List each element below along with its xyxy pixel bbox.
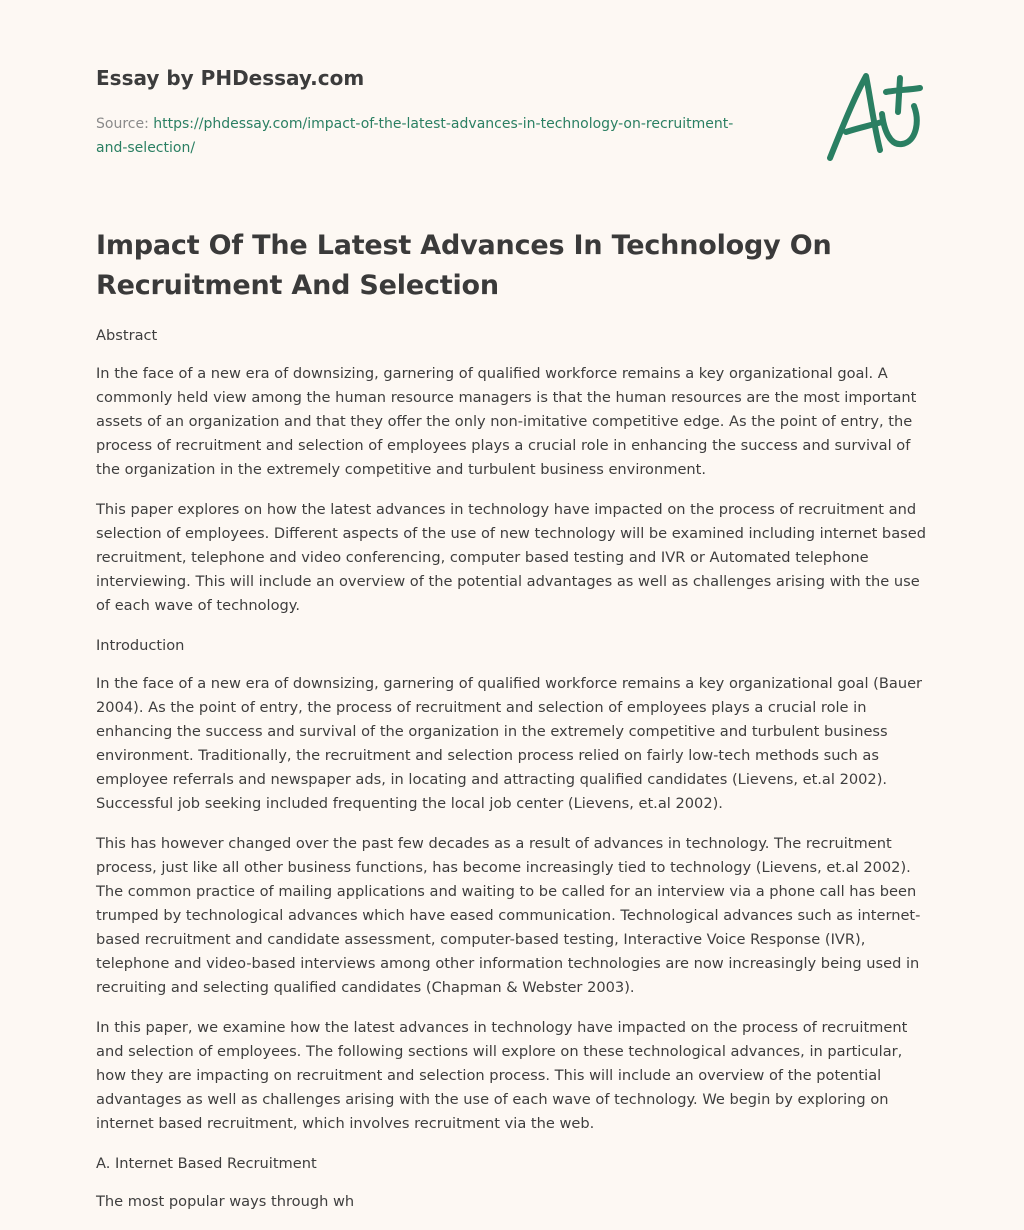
abstract-paragraph-2: This paper explores on how the latest advances in technology have impacted on the process of recruitment and selection of employees. Different aspects of the use of new technology will be examined including internet based recruitment, telephone and video conferencing, computer based testing and IVR or Automated telephone interviewing. This will include an overview of the potential advantages as well as challenges arising with the use of each wave of technology.	[96, 501, 926, 614]
section-a-heading: A. Internet Based Recruitment	[96, 1155, 317, 1172]
introduction-paragraph-1: In the face of a new era of downsizing, garnering of qualified workforce remains a key organizational goal (Bauer 2004). As the point of entry, the process of recruitment and selection of employees plays a crucial role in enhancing the success and survival of the organization in the extremely competitive and turbulent business environment. Traditionally, the recruitment and selection process relied on fairly low-tech methods such as employee referrals and newspaper ads, in locating and attracting qualified candidates (Lievens, et.al 2002). Successful job seeking included frequenting the local job center (Lievens, et.al 2002).	[96, 675, 923, 812]
abstract-heading: Abstract	[96, 327, 158, 344]
abstract-paragraph-1: In the face of a new era of downsizing, garnering of qualified workforce remains a key organizational goal. A commonly held view among the human resource managers is that the human resources are the most important assets of an organization and that they offer the only non-imitative competitive edge. As the point of entry, the process of recruitment and selection of employees plays a crucial role in enhancing the success and survival of the organization in the extremely competitive and turbulent business environment.	[96, 365, 917, 478]
page-title: Impact Of The Latest Advances In Technology On Recruitment And Selection	[96, 230, 832, 301]
source-link[interactable]: https://phdessay.com/impact-of-the-latest-advances-in-technology-on-recruitment-and-selection/	[96, 116, 734, 156]
source-label: Source:	[96, 116, 154, 132]
introduction-paragraph-3: In this paper, we examine how the latest advances in technology have impacted on the process of recruitment and selection of employees. The following sections will explore on these technological advances, in particular, how they are impacting on recruitment and selection process. This will include an overview of the potential advantages as well as challenges arising with the use of each wave of technology. We begin by exploring on internet based recruitment, which involves recruitment via the web.	[96, 1019, 908, 1132]
source-line	[96, 112, 736, 160]
article-body	[96, 324, 928, 1230]
a-plus-logo-icon	[824, 66, 934, 166]
section-a-paragraph-1: The most popular ways through wh	[96, 1193, 355, 1210]
introduction-heading: Introduction	[96, 637, 185, 654]
site-title: Essay by PHDessay.com	[96, 66, 365, 90]
introduction-paragraph-2: This has however changed over the past few decades as a result of advances in technology. The recruitment process, just like all other business functions, has become increasingly tied to technology (Lievens, et.al 2002). The common practice of mailing applications and waiting to be called for an interview via a phone call has been trumped by technological advances which have eased communication. Technological advances such as internet-based recruitment and candidate assessment, computer-based testing, Interactive Voice Response (IVR), telephone and video-based interviews among other information technologies are now increasingly being used in recruiting and selecting qualified candidates (Chapman & Webster 2003).	[96, 835, 921, 996]
